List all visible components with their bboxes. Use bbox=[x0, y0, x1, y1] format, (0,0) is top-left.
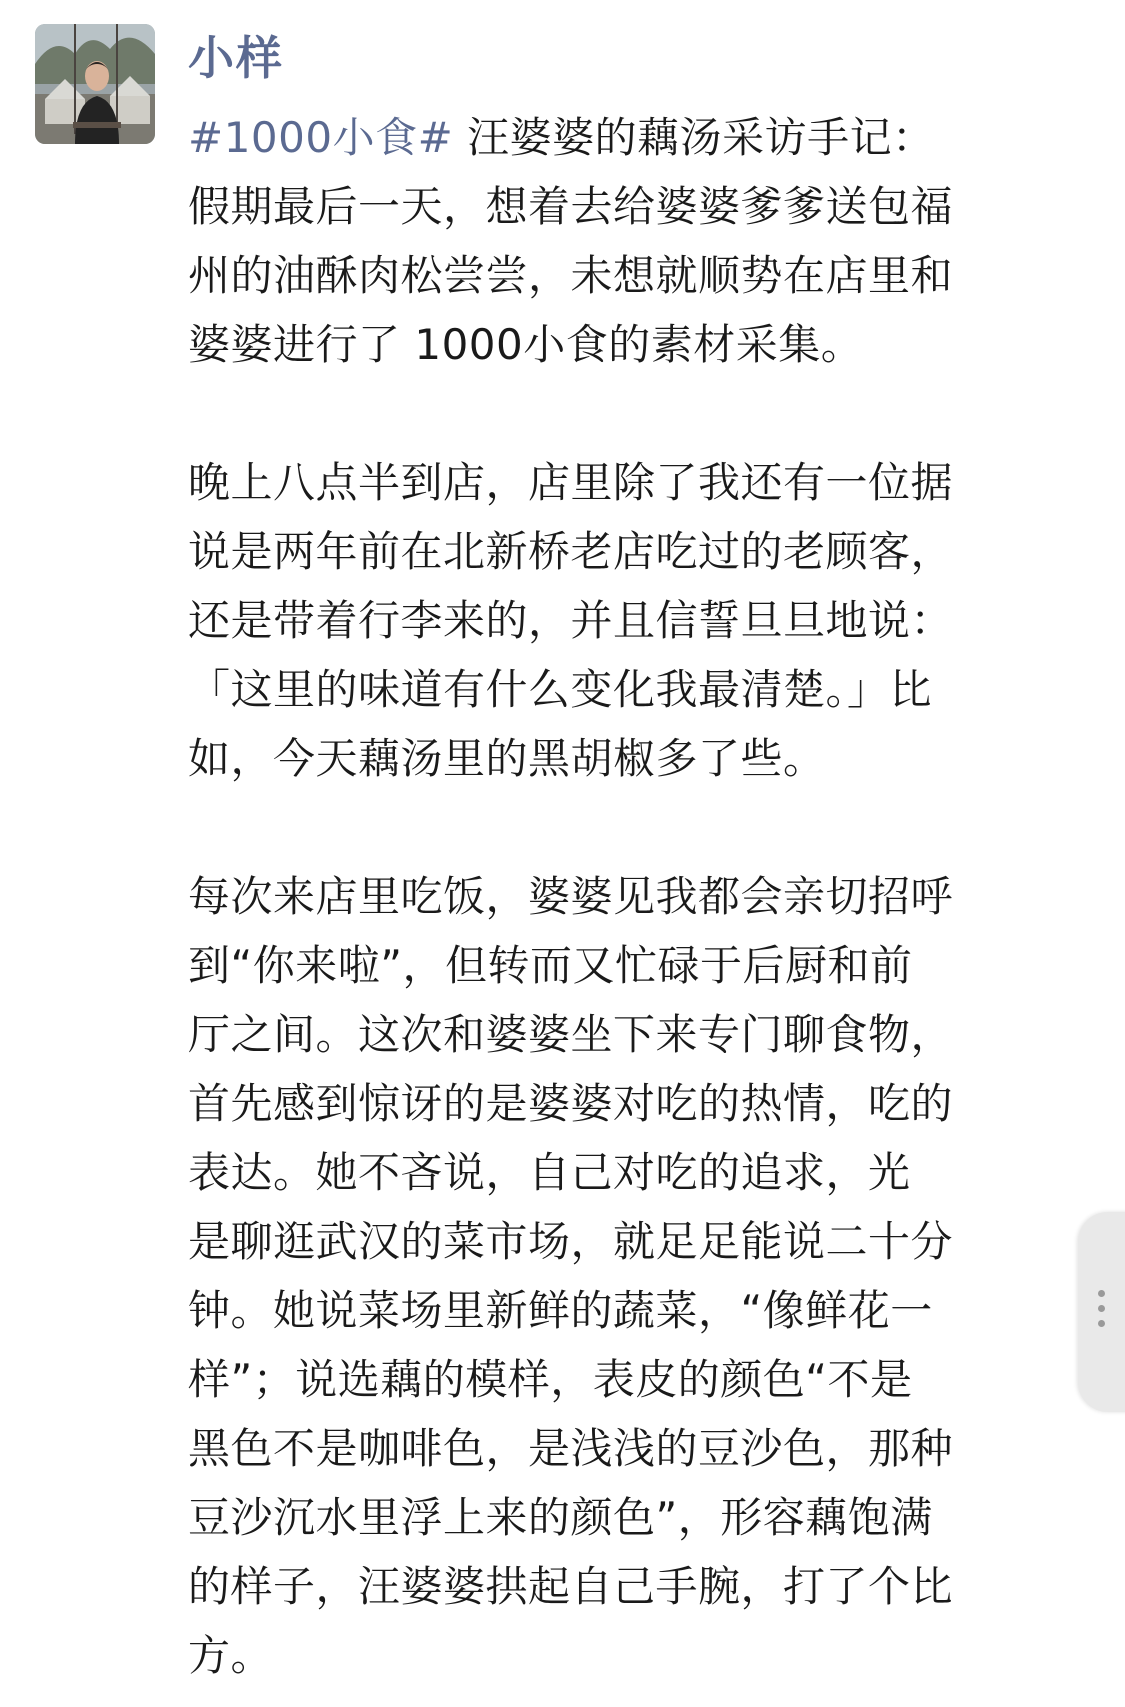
author-name-text[interactable]: 小样 bbox=[188, 31, 284, 85]
post-line bbox=[188, 103, 1098, 172]
post-line: 首先感到惊讶的是婆婆对吃的热情，吃的 bbox=[188, 1079, 954, 1128]
post-line: 厅之间。这次和婆婆坐下来专门聊食物， bbox=[188, 1010, 954, 1059]
avatar-photo bbox=[35, 24, 155, 144]
author-name[interactable] bbox=[188, 26, 284, 90]
post-line: 「这里的味道有什么变化我最清楚。」比 bbox=[188, 665, 933, 714]
more-vertical-icon bbox=[1098, 1290, 1106, 1335]
post-line: 婆婆进行了 1000小食的素材采集。 bbox=[188, 320, 864, 369]
post-line: 说是两年前在北新桥老店吃过的老顾客， bbox=[188, 527, 954, 576]
topic-tag-link[interactable]: #1000小食# bbox=[188, 113, 454, 162]
post-line: 钟。她说菜场里新鲜的蔬菜，“像鲜花一 bbox=[188, 1286, 933, 1335]
post-line: 如，今天藕汤里的黑胡椒多了些。 bbox=[188, 734, 826, 783]
post-line: 每次来店里吃饭，婆婆见我都会亲切招呼 bbox=[188, 872, 954, 921]
post-line: 黑色不是咖啡色，是浅浅的豆沙色，那种 bbox=[188, 1424, 954, 1473]
post-line: 到“你来啦”，但转而又忙碌于后厨和前 bbox=[188, 941, 913, 990]
post-line: 豆沙沉水里浮上来的颜色”，形容藕饱满 bbox=[188, 1493, 933, 1542]
post-line: 的样子，汪婆婆拱起自己手腕，打了个比 bbox=[188, 1562, 954, 1611]
post-line: 样”；说选藕的模样，表皮的颜色“不是 bbox=[188, 1355, 913, 1404]
post-line: 假期最后一天，想着去给婆婆爹爹送包福 bbox=[188, 182, 954, 231]
scroll-handle[interactable] bbox=[1078, 1212, 1125, 1412]
post-line: 州的油酥肉松尝尝，未想就顺势在店里和 bbox=[188, 251, 954, 300]
post-line: 还是带着行李来的，并且信誓旦旦地说： bbox=[188, 596, 954, 645]
post-line: 方。 bbox=[188, 1631, 274, 1680]
paragraph-gap bbox=[188, 793, 1098, 862]
post-line-text: 汪婆婆的藕汤采访手记： bbox=[453, 113, 935, 162]
avatar[interactable] bbox=[35, 24, 155, 144]
post-line: 是聊逛武汉的菜市场，就足足能说二十分 bbox=[188, 1217, 954, 1266]
post-body bbox=[188, 103, 1098, 1690]
paragraph-gap bbox=[188, 379, 1098, 448]
post-line: 表达。她不吝说，自己对吃的追求，光 bbox=[188, 1148, 911, 1197]
post-line: 晚上八点半到店，店里除了我还有一位据 bbox=[188, 458, 954, 507]
